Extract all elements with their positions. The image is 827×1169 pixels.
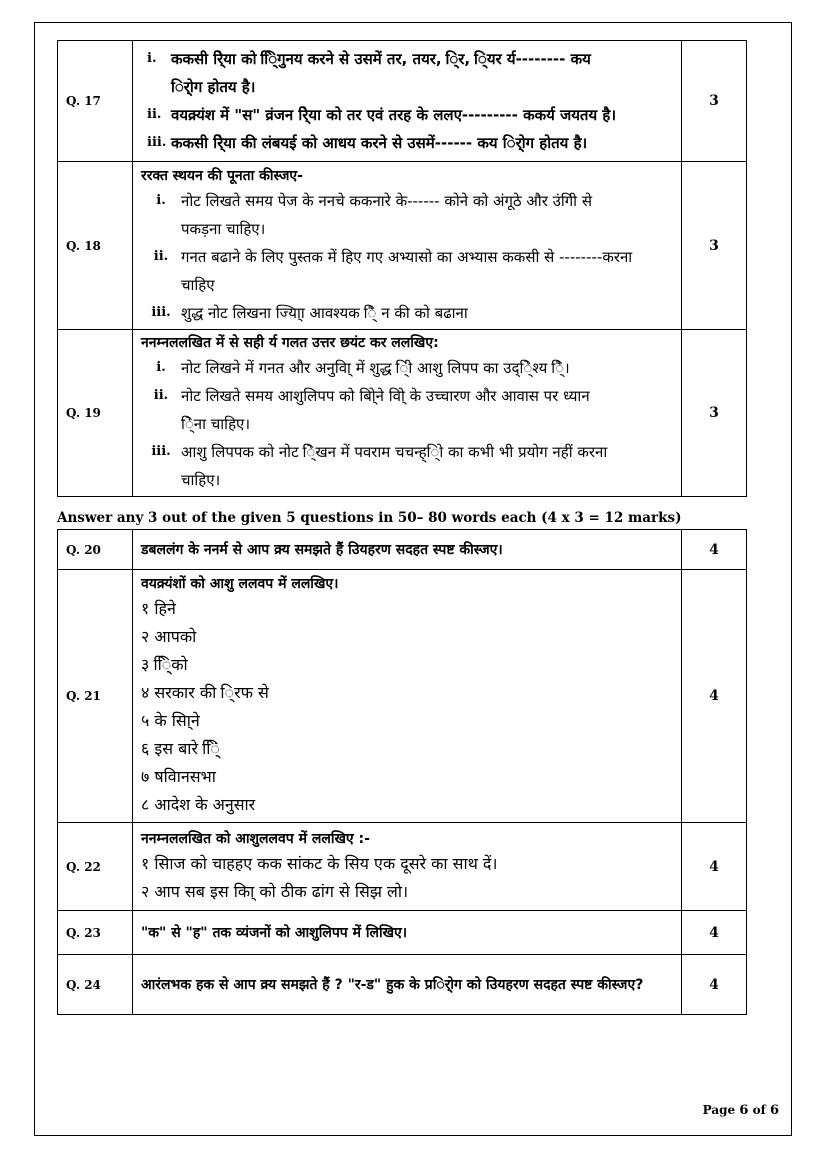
question-marks: 4 xyxy=(682,823,747,911)
questions-table-b xyxy=(57,529,747,1015)
question-line xyxy=(141,45,673,73)
question-body xyxy=(133,41,682,162)
question-heading: ननम्नललखित को आशुललवप में ललखिए :- xyxy=(141,830,370,847)
question-number: Q. 18 xyxy=(58,162,133,330)
page-prefix: Page xyxy=(702,1103,736,1117)
question-text: पकड़ना चाहिए। xyxy=(181,219,266,238)
roman-numeral: ii. xyxy=(147,107,162,122)
question-row-19 xyxy=(58,330,747,497)
question-body xyxy=(133,330,682,497)
question-line xyxy=(141,101,673,129)
question-heading: डबललंग के ननर्म से आप क्र्य समझते हैं उियहरण सदहत स्पष्ट कीस्जए। xyxy=(141,541,503,558)
question-line xyxy=(141,73,673,101)
list-item: २ आप सब इस काि् को ठीक ढांग से सिझ लो। xyxy=(141,881,409,901)
list-item: ६ इस बारे ि्ि्ं xyxy=(141,739,220,758)
question-text: आशु लिपपक को नोट ि्ेखन में पवराम चचन्ह्ि्ो का कभी भी प्रयोग नहीं करना xyxy=(181,443,608,461)
roman-numeral: ii. xyxy=(153,388,169,403)
question-line xyxy=(141,410,673,438)
question-text: नोट लिखते समय आशुलिपप को बोि्ने वाि्े के उच्चारण और आवास पर ध्यान xyxy=(181,387,590,405)
question-row-17 xyxy=(58,41,747,162)
question-body xyxy=(133,823,682,911)
question-marks: 4 xyxy=(682,570,747,823)
question-marks: 3 xyxy=(682,330,747,497)
question-text: नोट लिखते समय पेज के ननचे ककनारे के------ कोने को अंगूठे और उंगिी से xyxy=(181,191,592,210)
question-marks: 4 xyxy=(682,530,747,570)
question-number: Q. 24 xyxy=(58,955,133,1015)
roman-numeral: i. xyxy=(156,192,166,208)
question-line xyxy=(141,354,673,382)
question-body xyxy=(133,570,682,823)
question-marks: 3 xyxy=(682,162,747,330)
list-item: ५ के साि्ने xyxy=(141,711,200,730)
question-heading: "क" से "ह" तक व्यंजनों को आशुलिपप में लिखिए। xyxy=(141,924,408,941)
list-item: १ हिने xyxy=(141,599,176,618)
question-number: Q. 23 xyxy=(58,911,133,955)
question-line xyxy=(141,466,673,494)
question-row-21 xyxy=(58,570,747,823)
question-body xyxy=(133,955,682,1015)
list-item: ४ सरकार की ि्रफ से xyxy=(141,683,269,702)
question-text: चाहिए। xyxy=(181,471,221,489)
question-text: शुद्ध नोट लिखना ज्याि्ा आवश्यक ि्ै न की को बढाना xyxy=(181,303,468,322)
question-number: Q. 21 xyxy=(58,570,133,823)
questions-table-a xyxy=(57,40,747,497)
question-heading: वयक्र्यंशों को आशु ललवप में ललखिए। xyxy=(141,576,339,592)
roman-numeral: i. xyxy=(147,51,157,66)
question-text: र्ि्ोग होतय है। xyxy=(171,78,256,96)
question-line xyxy=(141,129,673,157)
question-line xyxy=(141,382,673,410)
list-item: ८ आदेश के अनुसार xyxy=(141,795,256,814)
question-marks: 4 xyxy=(682,911,747,955)
page-total: 6 xyxy=(769,1103,779,1118)
question-row-18 xyxy=(58,162,747,330)
question-number: Q. 19 xyxy=(58,330,133,497)
question-row-20 xyxy=(58,530,747,570)
question-heading: ननम्नललखित में से सही र्य गलत उत्तर छयंट कर ललखिए: xyxy=(141,335,439,351)
roman-numeral: iii. xyxy=(151,444,171,459)
list-item: १ सिाज को चाहहए कक सांकट के सिय एक दूसरे का साथ दें। xyxy=(141,853,498,873)
question-text: चाहिए xyxy=(181,275,215,294)
roman-numeral: ii. xyxy=(153,248,169,264)
page-current: 6 xyxy=(739,1103,749,1118)
section-heading: Answer any 3 out of the given 5 questions in 50– 80 words each (4 x 3 = 12 marks) xyxy=(57,510,682,526)
question-body xyxy=(133,162,682,330)
question-row-24 xyxy=(58,955,747,1015)
question-line xyxy=(141,215,673,243)
page-separator: of xyxy=(752,1103,766,1117)
question-text: ि्ेना चाहिए। xyxy=(181,415,251,433)
question-line xyxy=(141,187,673,215)
question-number: Q. 17 xyxy=(58,41,133,162)
question-number: Q. 22 xyxy=(58,823,133,911)
question-number: Q. 20 xyxy=(58,530,133,570)
question-text: ककसी रेि्या को ि्िगुनय करने से उसमें तर, तयर, ि्र, ि्यर र्य-------- कय xyxy=(171,50,591,68)
roman-numeral: i. xyxy=(156,360,166,375)
question-marks: 3 xyxy=(682,41,747,162)
question-body xyxy=(133,911,682,955)
question-text: वयक्र्यंश में "स" व्रंजन रेि्या को तर एवं तरह के ललए--------- ककर्य जयतय है। xyxy=(171,106,617,124)
list-item: ३ ि्ि्को xyxy=(141,655,188,674)
list-item: २ आपको xyxy=(141,627,197,646)
question-heading: ररक्त स्थयन की पूनता कीस्जए- xyxy=(141,167,303,184)
roman-numeral: iii. xyxy=(151,304,171,320)
question-line xyxy=(141,438,673,466)
page-number xyxy=(703,1103,779,1118)
list-item: ७ षविानसभा xyxy=(141,767,216,786)
question-row-22 xyxy=(58,823,747,911)
question-text: नोट लिखने में गनत और अनुवाि् में शुद्ध ि्ी आशु लिपप का उद्ि्ेश्य ि्ै। xyxy=(181,359,570,377)
question-line xyxy=(141,299,673,327)
question-line xyxy=(141,243,673,271)
question-heading: आरंलभक हक से आप क्र्य समझते हैं ? "र-ड" हुक के प्रर्ि्ोग को उियहरण सदहत स्पष्ट कीस्जए? xyxy=(141,976,644,993)
roman-numeral: iii. xyxy=(147,135,167,150)
question-text: ककसी रेि्या की लंबयई को आधय करने से उसमें------ कय र्ि्ोग होतय है। xyxy=(171,134,588,152)
question-row-23 xyxy=(58,911,747,955)
question-text: गनत बढाने के लिए पुस्तक में हिए गए अभ्यासो का अभ्यास ककसी से --------करना xyxy=(181,247,633,266)
question-body xyxy=(133,530,682,570)
question-marks: 4 xyxy=(682,955,747,1015)
question-line xyxy=(141,271,673,299)
